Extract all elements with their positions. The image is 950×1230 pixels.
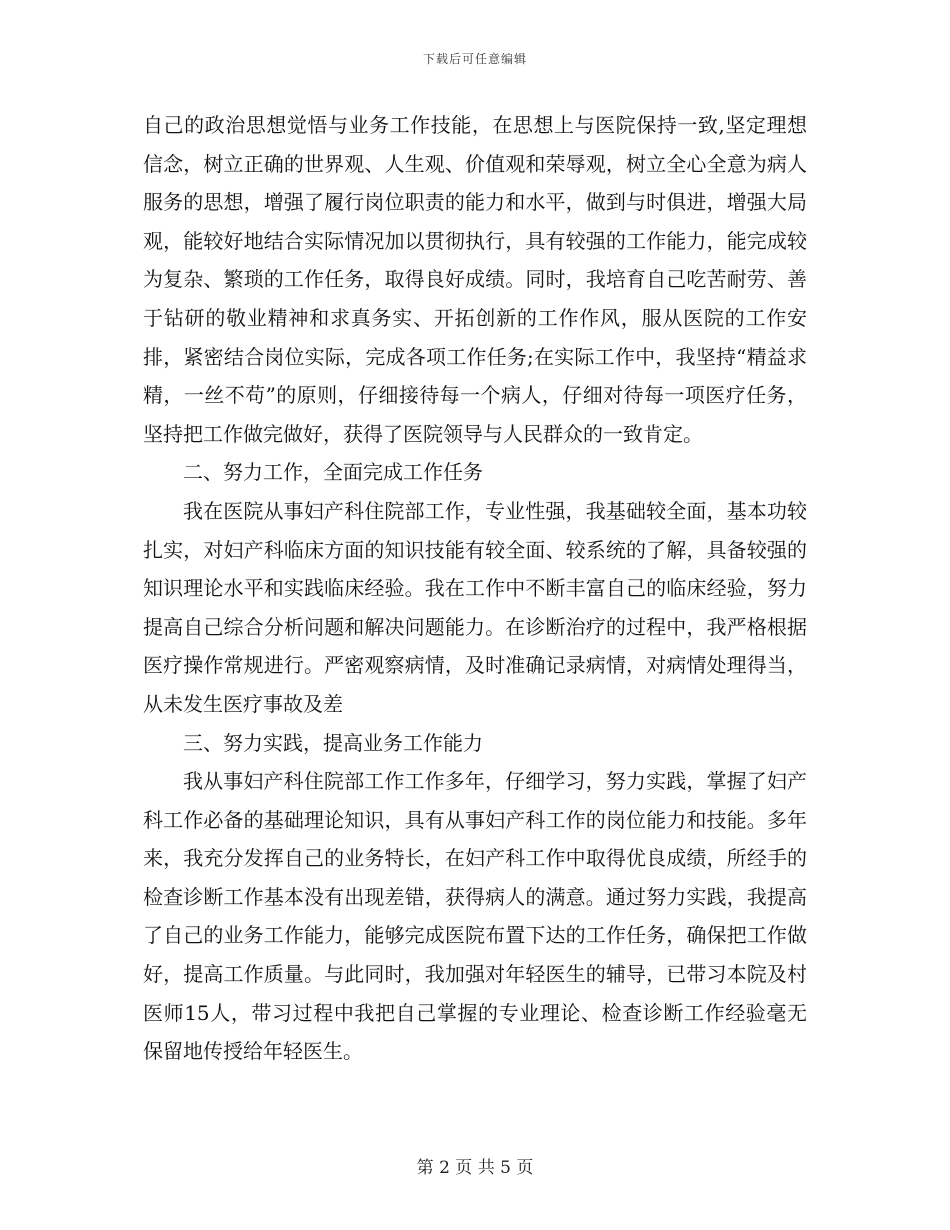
paragraph-continued: 自己的政治思想觉悟与业务工作技能，在思想上与医院保持一致,坚定理想信念，树立正确的世界观、人生观、价值观和荣辱观，树立全心全意为病人服务的思想，增强了履行岗位职责的能力和水平，做到与时俱进，增强大局观，能较好地结合实际情况加以贯彻执行，具有较强的工作能力，能完成较为复杂、繁琐的工作任务，取得良好成绩。同时，我培育自己吃苦耐劳、善于钻研的敬业精神和求真务实、开拓创新的工作作风，服从医院的工作安排，紧密结合岗位实际，完成各项工作任务;在实际工作中，我坚持“精益求精，一丝不苟”的原则，仔细接待每一个病人，仔细对待每一项医疗任务，坚持把工作做完做好，获得了医院领导与人民群众的一致肯定。 <box>143 113 807 446</box>
document-body <box>143 106 807 1071</box>
section-heading-2: 二、努力工作，全面完成工作任务 <box>183 460 483 485</box>
paragraph-section-2: 我在医院从事妇产科住院部工作，专业性强，我基础较全面，基本功较扎实，对妇产科临床方面的知识技能有较全面、较系统的了解，具备较强的知识理论水平和实践临床经验。我在工作中不断丰富自己的临床经验，努力提高自己综合分析问题和解决问题能力。在诊断治疗的过程中，我严格根据医疗操作常规进行。严密观察病情，及时准确记录病情，对病情处理得当，从未发生医疗事故及差 <box>143 498 807 716</box>
page-number: 第 2 页 共 5 页 <box>416 1158 534 1178</box>
paragraph-section-3: 我从事妇产科住院部工作工作多年，仔细学习，努力实践，掌握了妇产科工作必备的基础理论知识，具有从事妇产科工作的岗位能力和技能。多年来，我充分发挥自己的业务特长，在妇产科工作中取得优良成绩，所经手的检查诊断工作基本没有出现差错，获得病人的满意。通过努力实践，我提高了自己的业务工作能力，能够完成医院布置下达的工作任务，确保把工作做好，提高工作质量。与此同时，我加强对年轻医生的辅导，已带习本院及村医师15人，带习过程中我把自己掌握的专业理论、检查诊断工作经验毫无保留地传授给年轻医生。 <box>143 769 807 1064</box>
page-header: 下载后可任意编辑 <box>422 52 527 66</box>
section-heading-3: 三、努力实践，提高业务工作能力 <box>183 730 483 755</box>
